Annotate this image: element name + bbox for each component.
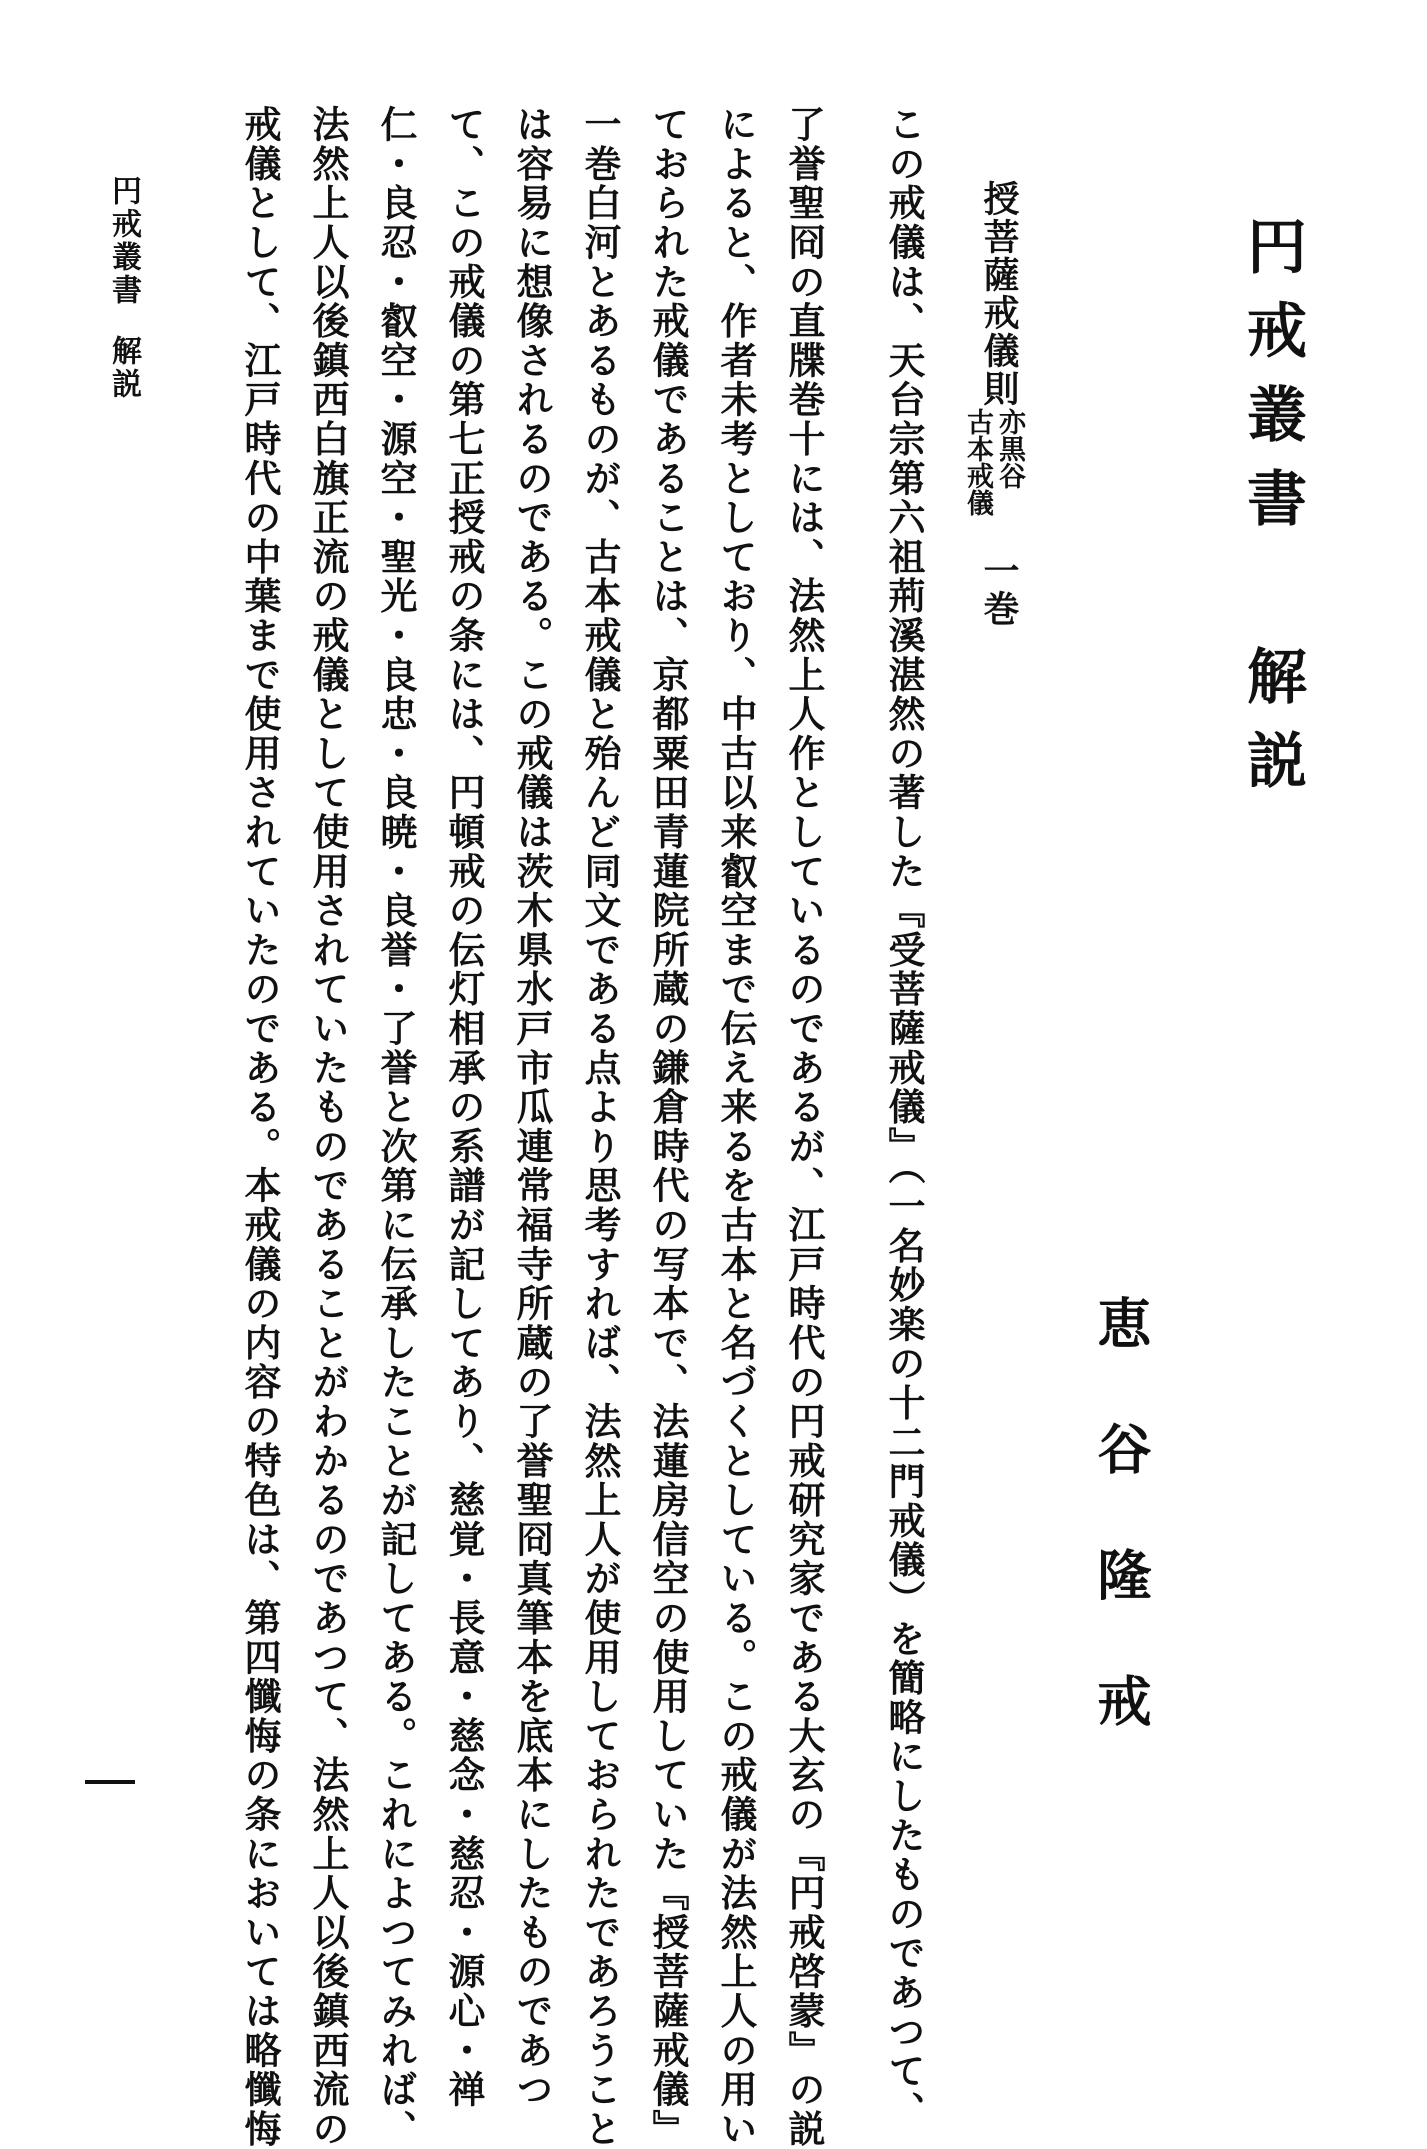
body-line: は容易に想像されるのである。この戒儀は茨木県水戸市瓜連常福寺所蔵の了誉聖冏真筆本を底本にしたものであつ — [510, 105, 554, 2110]
body-line: によると、作者未考としており、中古以来叡空まで伝え来るを古本と名づくとしている。この戒儀が法然上人の用い — [714, 105, 758, 2149]
work-volumes: 一巻 — [978, 552, 1020, 628]
work-note-line-1: 亦黒谷 — [994, 408, 1025, 489]
body-line: 了誉聖冏の直牒巻十には、法然上人作としているのであるが、江戸時代の円戒研究家である大玄の『円戒啓蒙』の説 — [782, 105, 826, 2149]
body-line: この戒儀は、天台宗第六祖荊溪湛然の著した『受菩薩戒儀』（一名妙楽の十二門戒儀）を簡略にしたものであつて、 — [882, 105, 926, 2131]
body-line: 戒儀として、江戸時代の中葉まで使用されていたのである。本戒儀の内容の特色は、第四懺悔の条においては略懺悔 — [238, 105, 282, 2149]
body-line: て、この戒儀の第七正授戒の条には、円頓戒の伝灯相承の系譜が記してあり、慈覚・長意・慈念・慈忍・源心・禅 — [442, 105, 486, 2110]
running-footer — [85, 175, 145, 401]
footer-series: 円戒叢書 — [106, 175, 141, 307]
work-title: 授菩薩戒儀則 — [978, 180, 1020, 408]
body-line: 仁・良忍・叡空・源空・聖光・良忠・良暁・良誉・了誉と次第に伝承したことが記してある。これによつてみれば、 — [374, 105, 418, 2149]
body-line: 一巻白河とあるものが、古本戒儀と殆んど同文である点より思考すれば、法然上人が使用しておられたであろうこと — [578, 105, 622, 2149]
work-title-note — [961, 408, 1025, 516]
work-note-line-2: 古本戒儀 — [962, 408, 993, 516]
book-title: 円戒叢書 解説 — [1237, 215, 1307, 813]
work-heading — [945, 180, 1025, 900]
body-line: ておられた戒儀であることは、京都粟田青蓮院所蔵の鎌倉時代の写本で、法蓮房信空の使用していた『授菩薩戒儀』 — [646, 105, 690, 2149]
footer-section: 解説 — [106, 335, 141, 401]
author-name: 恵谷隆戒 — [1089, 1295, 1153, 1799]
page-number — [85, 1780, 135, 1784]
body-line: 法然上人以後鎮西白旗正流の戒儀として使用されていたものであることがわかるのであつて、法然上人以後鎮西流の — [306, 105, 350, 2149]
